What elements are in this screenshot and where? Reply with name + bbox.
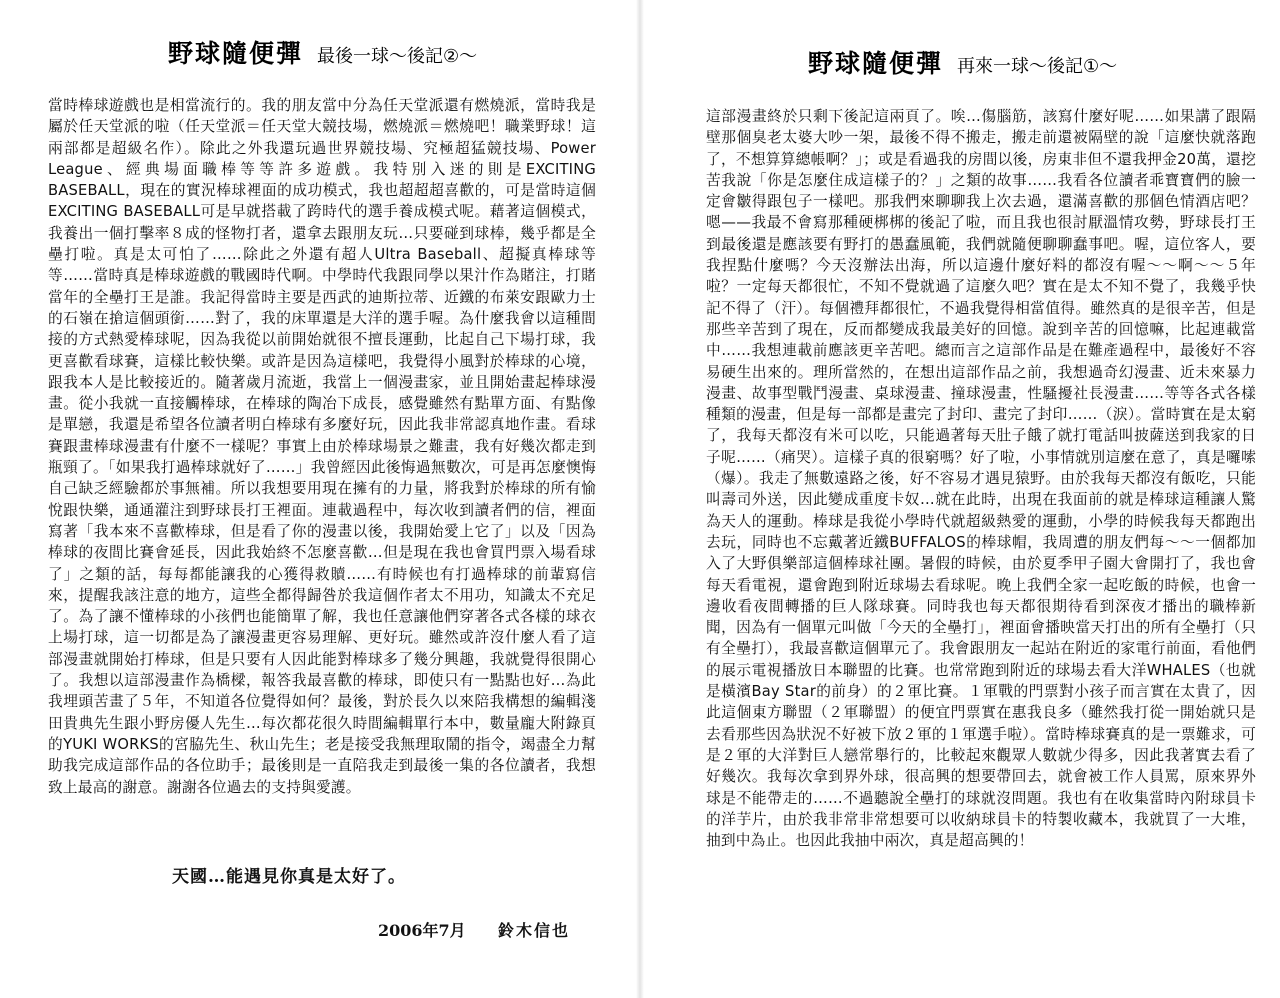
right-page-body: 這部漫畫終於只剩下後記這兩頁了。唉…傷腦筋，該寫什麼好呢……如果講了跟隔壁那個臭老太婆大吵一架，最後不得不搬走，搬走前還被隔壁的說「這麼快就落跑了，不想算算總帳啊？」；或是看過我的房間以後，房東非但不還我押金20萬，還挖苦我說「你是怎麼住成這樣子的？」之類的故事……我看各位讀者乖寶寶們的臉一定會皺得跟包子一樣吧。那我們來聊聊我上次去過，還滿喜歡的那個色情酒店吧？嗯——我最不會寫那種硬梆梆的後記了啦，而且我也很討厭溫情攻勢，野球長打王到最後還是應該要有野打的愚蠢風範，我們就隨便聊聊蠢事吧。喔，這位客人，要我捏點什麼嗎？今天沒辦法出海，所以這邊什麼好料的都沒有喔～～啊～～５年啦？一定每天都很忙，不知不覺就過了這麼久吧？實在是太不知不覺了，我幾乎快記不得了（汗）。每個禮拜都很忙，不過我覺得相當值得。雖然真的是很辛苦，但是那些辛苦到了現在，反而都變成我最美好的回憶。說到辛苦的回憶嘛，比起連載當中……我想連載前應該更辛苦吧。總而言之這部作品是在難產過程中，最後好不容易硬生出來的。理所當然的，在想出這部作品之前，我想過奇幻漫畫、近未來暴力漫畫、故事型戰鬥漫畫、桌球漫畫、撞球漫畫，性騷擾社長漫畫……等等各式各樣種類的漫畫，但是每一部都是畫完了封印、畫完了封印……（淚）。當時實在是太窮了，我每天都沒有米可以吃，只能過著每天肚子餓了就打電話叫披薩送到我家的日子呢……（痛哭）。這樣子真的很窮嗎？好了啦，小事情就別這麼在意了，真是囉嗦（爆）。我走了無數遠路之後，好不容易才遇見猿野。由於我每天都沒有飯吃，只能叫壽司外送，因此變成重度卡奴…就在此時，出現在我面前的就是棒球這種讓人驚為天人的運動。棒球是我從小學時代就超級熱愛的運動，小學的時候我每天都跑出去玩，同時也不忘戴著近鐵BUFFALOS的棒球帽，我周遭的朋友們每～～一個都加入了大野俱樂部這個棒球社團。暑假的時候，由於夏季甲子園大會開打了，我也會每天看電視，還會跑到附近球場去看球呢。晚上我們全家一起吃飯的時候，也會一邊收看夜間轉播的巨人隊球賽。同時我也每天都很期待看到深夜才播出的職棒新聞，因為有一個單元叫做「今天的全壘打」，裡面會播映當天打出的所有全壘打（只有全壘打），我最喜歡這個單元了。我會跟朋友一起站在附近的家電行前面，看他們的展示電視播放日本聯盟的比賽。也常常跑到附近的球場去看大洋WHALES（也就是橫濱Bay Star的前身）的２軍比賽。１軍戰的門票對小孩子而言實在太貴了，因此這個東方聯盟（２軍聯盟）的便宜門票實在惠我良多（雖然我打從一開始就只是去看那些因為狀況不好被下放２軍的１軍選手啦）。當時棒球賽真的是一票難求，可是２軍的大洋對巨人戀常舉行的，比較起來觀眾人數就少得多，因此我著實去看了好幾次。我每次拿到界外球，很高興的想要帶回去，就會被工作人員罵，原來界外球是不能帶走的……不過聽說全壘打的球就沒問題。我也有在收集當時內附球員卡的洋芋片，由於我非常非常想要可以收納球員卡的特製收藏本，我就買了一大堆，抽到中為止。也因此我抽中兩次，真是超高興的！ <box>706 108 1256 850</box>
left-page-subtitle: 最後一球～後記②～ <box>317 46 478 67</box>
left-page-author: 鈴木信也 <box>498 921 571 940</box>
right-page-subtitle: 再來一球～後記①～ <box>957 56 1118 77</box>
left-page-sign-off: 天國…能遇見你真是太好了。 <box>172 867 406 887</box>
left-page-body: 當時棒球遊戲也是相當流行的。我的朋友當中分為任天堂派還有燃燒派，當時我是屬於任天堂派的啦（任天堂派＝任天堂大競技場，燃燒派＝燃燒吧！職業野球！這兩部都是超級名作）。除此之外我還玩過世界競技場、究極超猛競技場、Power League、經典場面職棒等等許多遊戲。我特別入迷的則是EXCITING BASEBALL，現在的實況棒球裡面的成功模式，我也超超超喜歡的，可是當時這個EXCITING BASEBALL可是早就搭載了跨時代的選手養成模式呢。藉著這個模式，我養出一個打擊率８成的怪物打者，還拿去跟朋友玩…只要碰到球棒，幾乎都是全壘打啦。真是太可怕了……除此之外還有超人Ultra Baseball、超擬真棒球等等……當時真是棒球遊戲的戰國時代啊。中學時代我跟同學以果汁作為賭注，打賭當年的全壘打王是誰。我記得當時主要是西武的迪斯拉蒂、近鐵的布萊安跟歐力士的石嶺在搶這個頭銜……對了，我的床單還是大洋的選手喔。為什麼我會以這種間接的方式熱愛棒球呢，因為我從以前開始就很不擅長運動，比起自己下場打球，我更喜歡看球賽，這樣比較快樂。或許是因為這樣吧，我覺得小風對於棒球的心境，跟我本人是比較接近的。隨著歲月流逝，我當上一個漫畫家，並且開始畫起棒球漫畫。從小我就一直接觸棒球，在棒球的陶冶下成長，感覺雖然有點單方面、有點像是單戀，我還是希望各位讀者明白棒球有多麼好玩，因此我非常認真地作畫。看球賽跟畫棒球漫畫有什麼不一樣呢？事實上由於棒球場景之難畫，我有好幾次都走到瓶頸了。「如果我打過棒球就好了……」我曾經因此後悔過無數次，可是再怎麼懊悔自己缺乏經驗都於事無補。所以我想要用現在擁有的力量，將我對於棒球的所有愉悅跟快樂，通通灌注到野球長打王裡面。連載過程中，每次收到讀者們的信，裡面寫著「我本來不喜歡棒球，但是看了你的漫畫以後，我開始愛上它了」以及「因為棒球的夜間比賽會延長，因此我始終不怎麼喜歡…但是現在我也會買門票入場看球了」之類的話，每每都能讓我的心獲得救贖……有時候也有打過棒球的前輩寫信來，提醒我該注意的地方，這些全都得歸咎於我這個作者太不用功，知識太不充足了。為了讓不懂棒球的小孩們也能簡單了解，我也任意讓他們穿著各式各樣的球衣上場打球，這一切都是為了讓漫畫更容易理解、更好玩。雖然或許沒什麼人看了這部漫畫就開始打棒球，但是只要有人因此能對棒球多了幾分興趣，我就覺得很開心了。我想以這部漫畫作為橋樑，報答我最喜歡的棒球，即使只有一點點也好…為此我埋頭苦畫了５年，不知道各位覺得如何？最後，對於長久以來陪我構想的編輯淺田貴典先生跟小野房優人先生…每次都花很久時間編輯單行本中，數量龐大附錄頁的YUKI WORKS的宮脇先生、秋山先生；老是接受我無理取鬧的指令，竭盡全力幫助我完成這部作品的各位助手；最後則是一直陪我走到最後一集的各位讀者，我想致上最高的謝意。謝謝各位過去的支持與愛護。 <box>48 97 596 796</box>
left-page-date: 2006年7月 <box>378 921 466 940</box>
left-page-header <box>168 34 477 70</box>
right-page <box>640 0 1280 998</box>
right-page-header <box>808 44 1117 80</box>
left-page-title: 野球隨便彈 <box>168 39 304 68</box>
right-page-title: 野球隨便彈 <box>808 49 944 78</box>
